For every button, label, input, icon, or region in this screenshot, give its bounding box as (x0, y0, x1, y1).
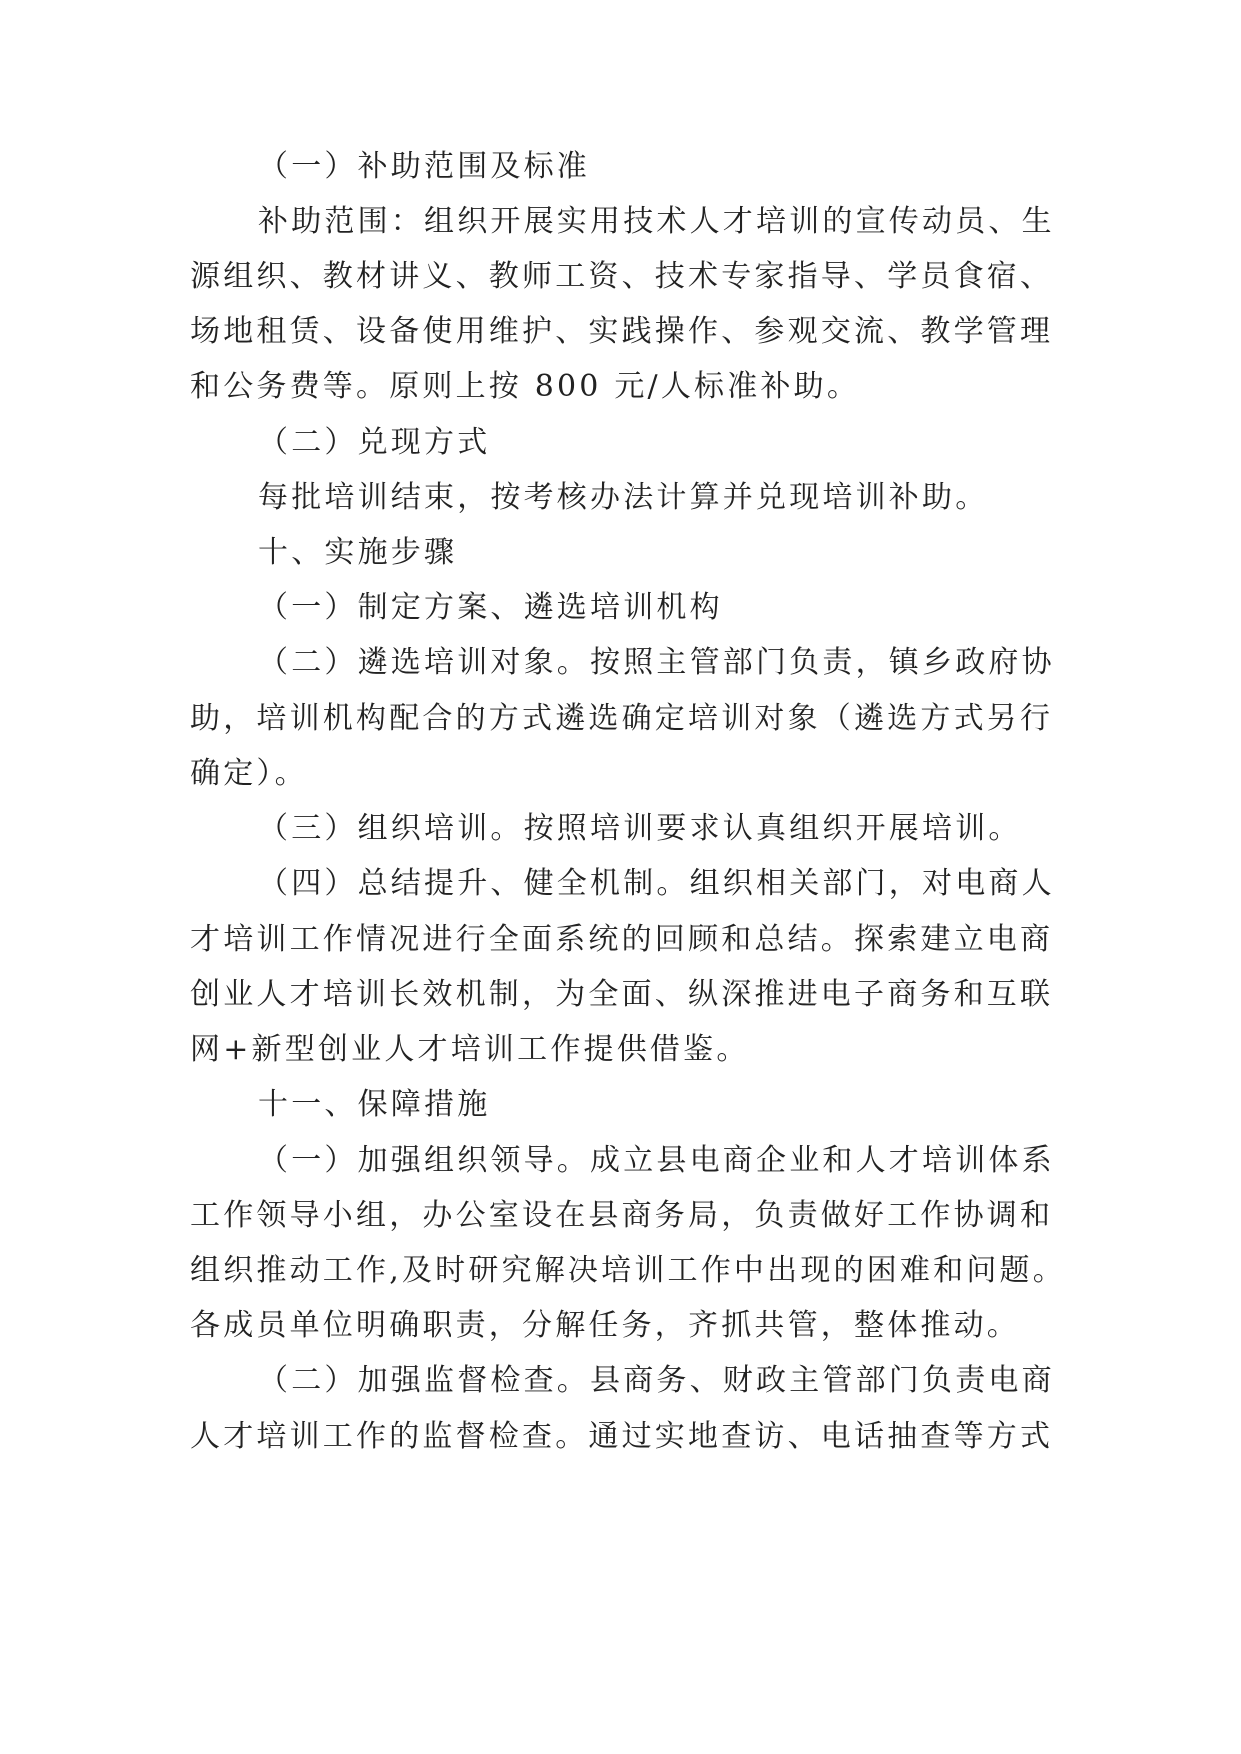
paragraph-line: 人才培训工作的监督检查。通过实地查访、电话抽查等方式 (190, 1419, 1054, 1454)
paragraph-line: 助，培训机构配合的方式遴选确定培训对象（遴选方式另行 (190, 701, 1054, 736)
paragraph-line: 确定）。 (190, 756, 308, 791)
paragraph-line: 和公务费等。原则上按 800 元/人标准补助。 (190, 369, 861, 404)
paragraph-line: （一）加强组织领导。成立县电商企业和人才培训体系 (258, 1143, 1055, 1178)
paragraph-line: 工作领导小组，办公室设在县商务局，负责做好工作协调和 (190, 1198, 1054, 1233)
paragraph-line: 才培训工作情况进行全面系统的回顾和总结。探索建立电商 (190, 922, 1054, 957)
paragraph-line: 补助范围：组织开展实用技术人才培训的宣传动员、生 (258, 204, 1055, 239)
paragraph-line: 组织推动工作,及时研究解决培训工作中出现的困难和问题。 (190, 1253, 1066, 1288)
paragraph-line: 各成员单位明确职责，分解任务，齐抓共管，整体推动。 (190, 1308, 1020, 1343)
paragraph-line: 源组织、教材讲义、教师工资、技术专家指导、学员食宿、 (190, 259, 1054, 294)
paragraph-line: （三）组织培训。按照培训要求认真组织开展培训。 (258, 811, 1022, 846)
section-heading-subsidy-scope: （一）补助范围及标准 (258, 149, 590, 184)
paragraph-line: 场地租赁、设备使用维护、实践操作、参观交流、教学管理 (190, 314, 1054, 349)
paragraph-line: 创业人才培训长效机制，为全面、纵深推进电子商务和互联 (190, 977, 1054, 1012)
section-heading-payment-method: （二）兑现方式 (258, 425, 491, 460)
paragraph-line: （二）遴选培训对象。按照主管部门负责，镇乡政府协 (258, 645, 1055, 680)
paragraph-line: 每批培训结束，按考核办法计算并兑现培训补助。 (258, 480, 989, 515)
paragraph-line: （四）总结提升、健全机制。组织相关部门，对电商人 (258, 866, 1055, 901)
paragraph-line: （二）加强监督检查。县商务、财政主管部门负责电商 (258, 1363, 1055, 1398)
section-heading-safeguards: 十一、保障措施 (258, 1087, 491, 1122)
section-heading-implementation-steps: 十、实施步骤 (258, 535, 458, 570)
paragraph-line: （一）制定方案、遴选培训机构 (258, 590, 723, 625)
paragraph-line: 网+新型创业人才培训工作提供借鉴。 (190, 1032, 750, 1067)
